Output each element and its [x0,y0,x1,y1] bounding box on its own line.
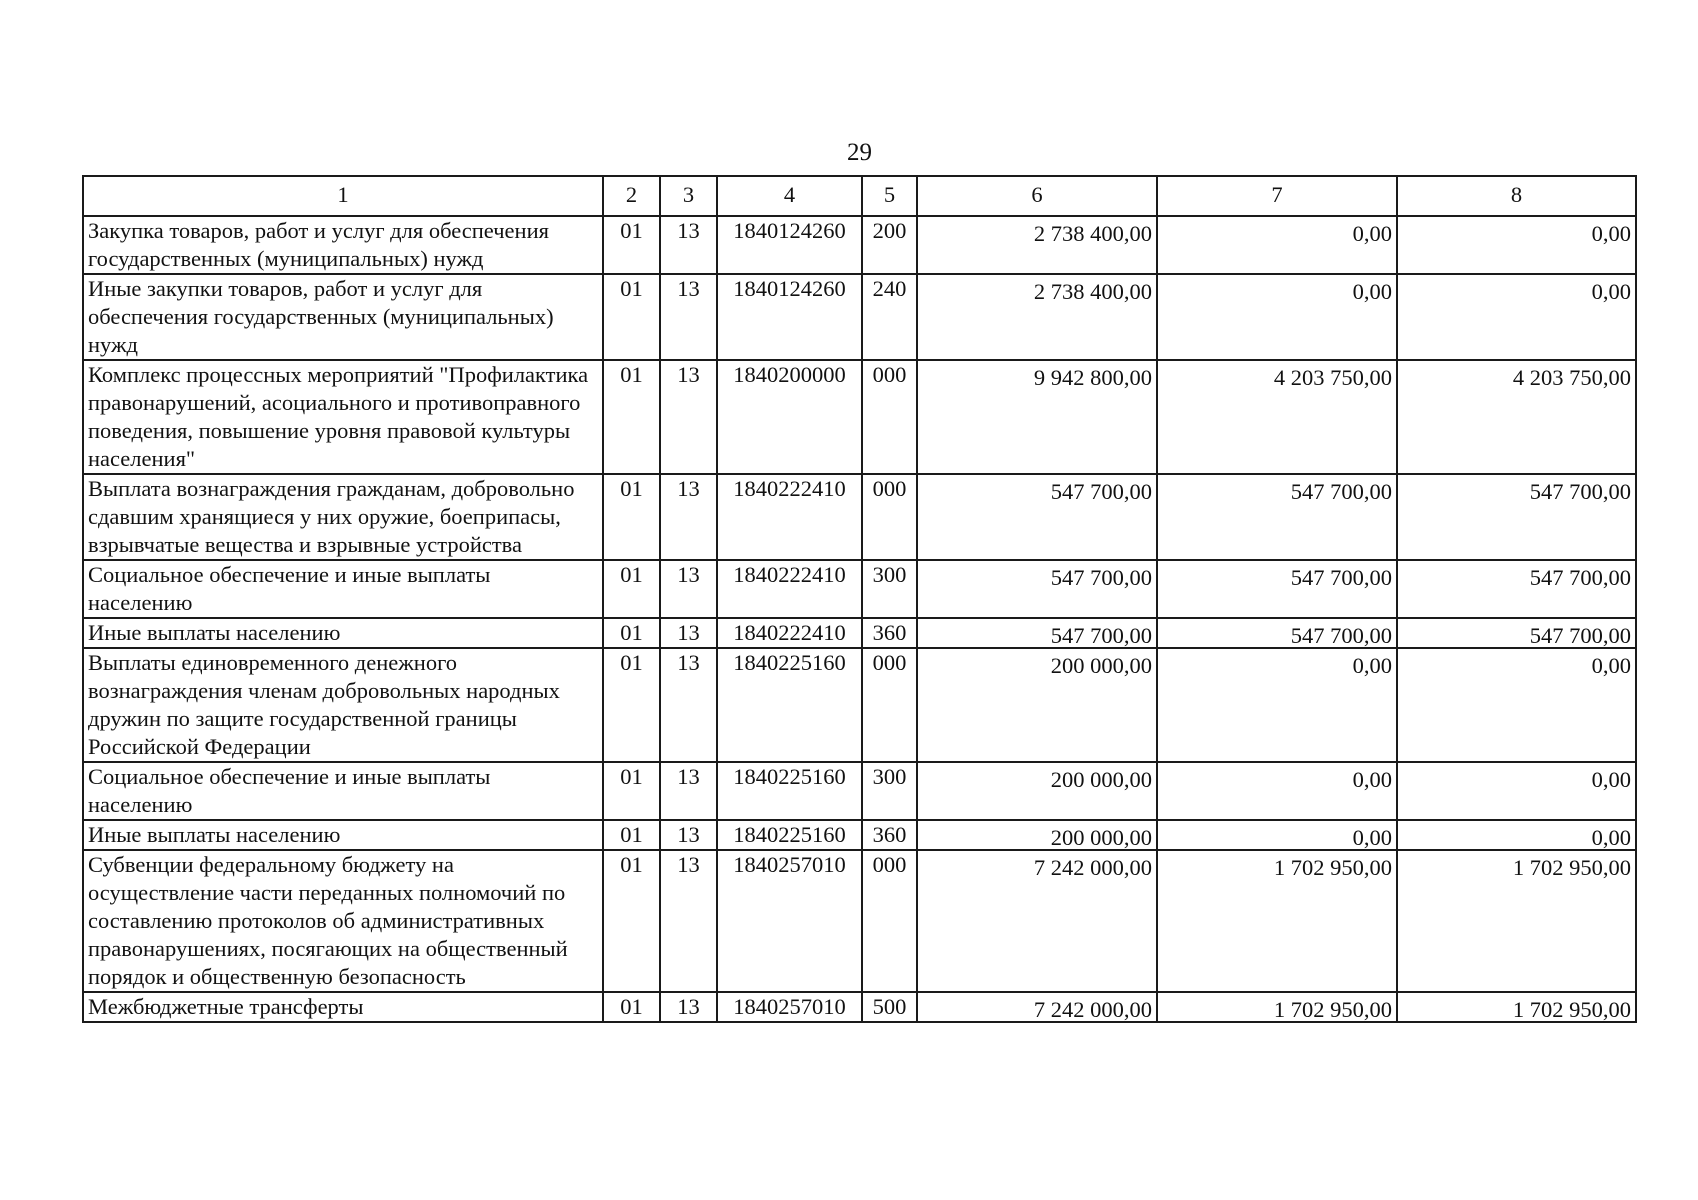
row-target-article: 1840124260 [717,216,862,274]
row-section-code: 01 [603,216,660,274]
row-subsection-code: 13 [660,648,717,762]
budget-table [82,175,1637,1023]
row-name: Выплаты единовременного денежного вознаграждения членам добровольных народных дружин по защите государственной границы Российской Федерации [83,648,603,762]
row-section-code: 01 [603,274,660,360]
row-amount-col6 [917,762,1157,820]
row-amount-col6-value: 9 942 800,00 [1033,365,1152,390]
row-subsection-code: 13 [660,850,717,992]
row-name: Субвенции федеральному бюджету на осуществление части переданных полномочий по составлению протоколов об административных правонарушениях, посягающих на общественный порядок и общественную безопасность [83,850,603,992]
row-amount-col7 [1157,762,1397,820]
row-amount-col6-value: 200 000,00 [1050,825,1152,850]
row-amount-col8 [1397,820,1636,850]
row-subsection-code: 13 [660,618,717,648]
row-name: Межбюджетные трансферты [83,992,603,1022]
row-expense-type: 000 [862,360,917,474]
row-amount-col8 [1397,474,1636,560]
row-name: Комплекс процессных мероприятий "Профилактика правонарушений, асоциального и противоправного поведения, повышение уровня правовой культуры населения" [83,360,603,474]
row-amount-col7-value: 4 203 750,00 [1273,365,1392,390]
row-amount-col8-value: 0,00 [1591,653,1631,678]
row-amount-col8-value: 0,00 [1591,767,1631,792]
row-amount-col8-value: 547 700,00 [1529,623,1631,648]
row-amount-col6-value: 547 700,00 [1050,479,1152,504]
row-amount-col7 [1157,820,1397,850]
row-name: Иные выплаты населению [83,820,603,850]
row-amount-col7 [1157,360,1397,474]
row-amount-col8-value: 547 700,00 [1529,565,1631,590]
column-header: 3 [660,176,717,216]
table-row [83,820,1636,850]
row-amount-col8-value: 1 702 950,00 [1512,855,1631,880]
row-amount-col6 [917,618,1157,648]
row-amount-col8 [1397,992,1636,1022]
table-row [83,762,1636,820]
row-amount-col7-value: 0,00 [1352,767,1392,792]
row-name: Выплата вознаграждения гражданам, добровольно сдавшим хранящиеся у них оружие, боеприпасы, взрывчатые вещества и взрывные устройства [83,474,603,560]
row-expense-type: 000 [862,474,917,560]
column-header: 6 [917,176,1157,216]
row-section-code: 01 [603,992,660,1022]
table-row [83,648,1636,762]
row-amount-col8-value: 4 203 750,00 [1512,365,1631,390]
row-amount-col7 [1157,648,1397,762]
column-header: 4 [717,176,862,216]
row-amount-col6-value: 7 242 000,00 [1033,855,1152,880]
row-amount-col7 [1157,474,1397,560]
table-row [83,992,1636,1022]
column-header: 8 [1397,176,1636,216]
row-amount-col7-value: 547 700,00 [1290,565,1392,590]
row-amount-col6 [917,820,1157,850]
row-section-code: 01 [603,820,660,850]
row-amount-col6-value: 547 700,00 [1050,565,1152,590]
row-amount-col7-value: 0,00 [1352,221,1392,246]
row-amount-col7-value: 1 702 950,00 [1273,855,1392,880]
row-name: Закупка товаров, работ и услуг для обеспечения государственных (муниципальных) нужд [83,216,603,274]
row-amount-col6 [917,474,1157,560]
row-target-article: 1840257010 [717,992,862,1022]
table-body [83,216,1636,1022]
row-amount-col6 [917,992,1157,1022]
row-amount-col8 [1397,648,1636,762]
column-header: 2 [603,176,660,216]
row-section-code: 01 [603,560,660,618]
row-subsection-code: 13 [660,474,717,560]
row-subsection-code: 13 [660,216,717,274]
row-amount-col8 [1397,850,1636,992]
row-amount-col8 [1397,762,1636,820]
row-section-code: 01 [603,850,660,992]
row-amount-col6 [917,648,1157,762]
row-target-article: 1840225160 [717,820,862,850]
row-amount-col7-value: 547 700,00 [1290,479,1392,504]
row-amount-col8-value: 0,00 [1591,279,1631,304]
row-amount-col6 [917,274,1157,360]
table-row [83,618,1636,648]
table-row [83,274,1636,360]
row-expense-type: 300 [862,560,917,618]
row-section-code: 01 [603,360,660,474]
row-expense-type: 000 [862,850,917,992]
row-amount-col7 [1157,618,1397,648]
row-target-article: 1840257010 [717,850,862,992]
row-section-code: 01 [603,618,660,648]
row-amount-col7-value: 0,00 [1352,653,1392,678]
row-amount-col8 [1397,618,1636,648]
row-subsection-code: 13 [660,360,717,474]
row-amount-col7-value: 0,00 [1352,825,1392,850]
table-row [83,850,1636,992]
row-amount-col7 [1157,850,1397,992]
table-row [83,360,1636,474]
row-amount-col6 [917,360,1157,474]
row-amount-col6-value: 2 738 400,00 [1033,279,1152,304]
row-amount-col6-value: 547 700,00 [1050,623,1152,648]
row-amount-col6 [917,216,1157,274]
row-subsection-code: 13 [660,992,717,1022]
row-subsection-code: 13 [660,560,717,618]
row-amount-col8-value: 1 702 950,00 [1512,997,1631,1022]
row-expense-type: 360 [862,618,917,648]
row-subsection-code: 13 [660,820,717,850]
row-amount-col8 [1397,274,1636,360]
row-amount-col6 [917,560,1157,618]
row-amount-col6-value: 200 000,00 [1050,653,1152,678]
row-section-code: 01 [603,648,660,762]
row-amount-col7 [1157,274,1397,360]
row-amount-col8 [1397,360,1636,474]
column-header: 1 [83,176,603,216]
row-expense-type: 200 [862,216,917,274]
row-name: Иные выплаты населению [83,618,603,648]
table-row [83,474,1636,560]
row-amount-col7 [1157,216,1397,274]
row-target-article: 1840225160 [717,648,862,762]
row-amount-col8-value: 0,00 [1591,825,1631,850]
page-number: 29 [847,139,872,166]
row-section-code: 01 [603,474,660,560]
column-header: 5 [862,176,917,216]
row-amount-col7 [1157,992,1397,1022]
row-amount-col8-value: 0,00 [1591,221,1631,246]
row-name: Социальное обеспечение и иные выплаты населению [83,560,603,618]
row-subsection-code: 13 [660,762,717,820]
row-subsection-code: 13 [660,274,717,360]
header-row [83,176,1636,216]
row-name: Социальное обеспечение и иные выплаты населению [83,762,603,820]
row-target-article: 1840222410 [717,560,862,618]
row-amount-col6-value: 2 738 400,00 [1033,221,1152,246]
column-header: 7 [1157,176,1397,216]
row-amount-col6-value: 7 242 000,00 [1033,997,1152,1022]
row-section-code: 01 [603,762,660,820]
row-amount-col6 [917,850,1157,992]
row-target-article: 1840124260 [717,274,862,360]
row-target-article: 1840225160 [717,762,862,820]
row-amount-col7 [1157,560,1397,618]
row-amount-col6-value: 200 000,00 [1050,767,1152,792]
row-expense-type: 300 [862,762,917,820]
row-amount-col8 [1397,560,1636,618]
table-row [83,216,1636,274]
row-amount-col8-value: 547 700,00 [1529,479,1631,504]
row-amount-col8 [1397,216,1636,274]
row-target-article: 1840222410 [717,618,862,648]
row-target-article: 1840200000 [717,360,862,474]
row-amount-col7-value: 547 700,00 [1290,623,1392,648]
row-name: Иные закупки товаров, работ и услуг для обеспечения государственных (муниципальных) нужд [83,274,603,360]
row-amount-col7-value: 0,00 [1352,279,1392,304]
row-amount-col7-value: 1 702 950,00 [1273,997,1392,1022]
row-expense-type: 500 [862,992,917,1022]
row-expense-type: 000 [862,648,917,762]
row-expense-type: 360 [862,820,917,850]
table-row [83,560,1636,618]
row-target-article: 1840222410 [717,474,862,560]
row-expense-type: 240 [862,274,917,360]
